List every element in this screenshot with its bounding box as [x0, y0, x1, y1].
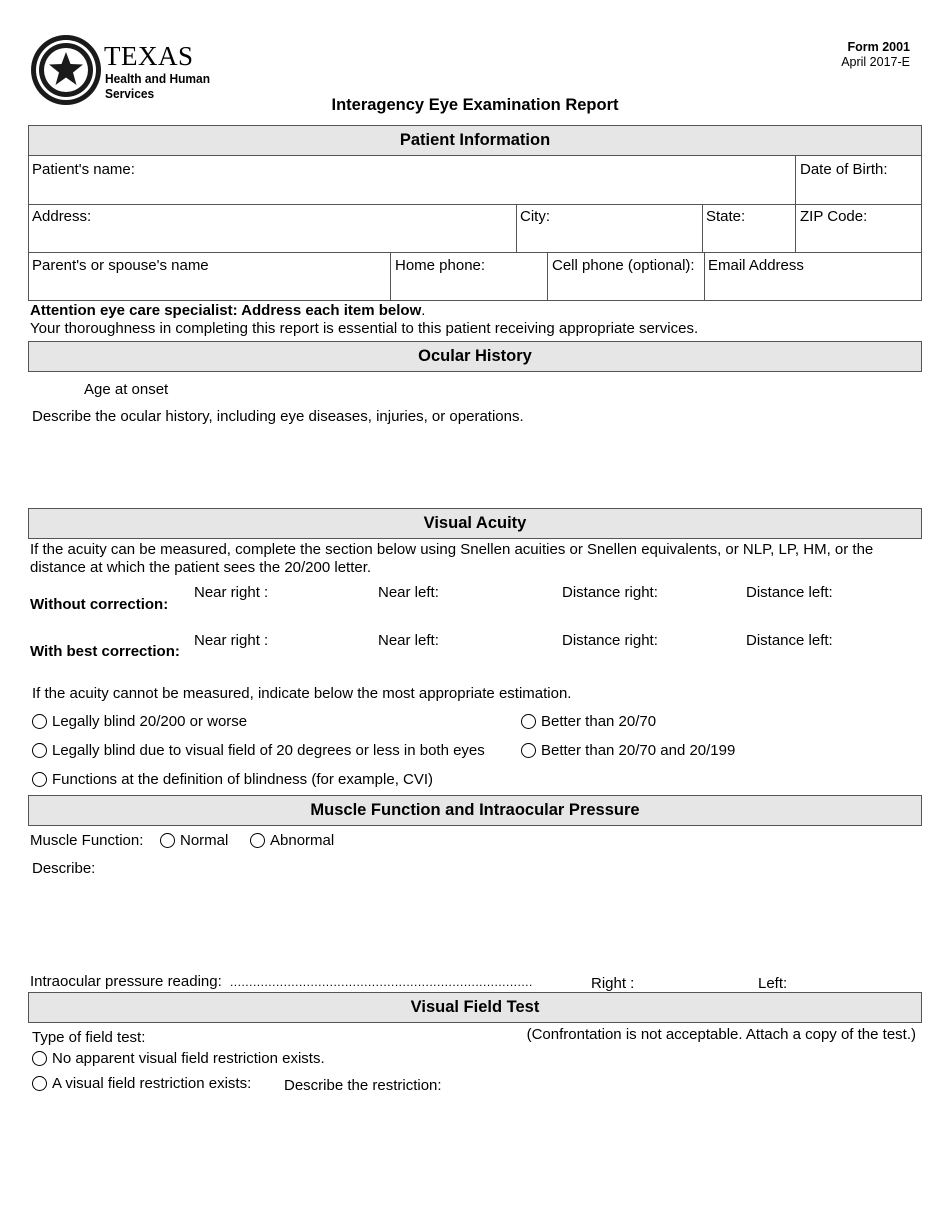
radio-muscle-abnormal[interactable] — [250, 832, 334, 850]
cannot-measure-note: If the acuity cannot be measured, indicate below the most appropriate estimation. — [32, 685, 572, 702]
address-field[interactable]: Address: — [32, 208, 92, 225]
attention-line-2: Your thoroughness in completing this report is essential to this patient receiving appropriate services. — [30, 320, 699, 337]
radio-no-restriction-label: No apparent visual field restriction exists. — [52, 1050, 325, 1067]
zip-code-field[interactable]: ZIP Code: — [800, 208, 868, 225]
pressure-right-field[interactable]: Right : — [591, 975, 635, 992]
without-distance-left-field[interactable]: Distance left: — [746, 584, 833, 601]
radio-circle-icon[interactable] — [521, 743, 536, 758]
pressure-dots: ............................................................................... — [229, 975, 533, 989]
radio-circle-icon[interactable] — [32, 714, 47, 729]
visual-acuity-heading: Visual Acuity — [28, 508, 922, 539]
radio-better-2070-label: Better than 20/70 — [541, 713, 657, 730]
radio-circle-icon[interactable] — [32, 772, 47, 787]
radio-better-2070-20199[interactable] — [521, 742, 735, 760]
radio-normal-label: Normal — [180, 832, 229, 849]
radio-restriction-exists[interactable] — [32, 1075, 251, 1093]
radio-field-20-degrees[interactable] — [32, 742, 485, 760]
radio-no-restriction[interactable] — [32, 1050, 325, 1068]
acuity-instructions: If the acuity can be measured, complete the section below using Snellen acuities or Snellen equivalents, or NLP, LP, HM, or the distance at which the patient sees the 20/200 letter. — [30, 541, 874, 576]
with-distance-right-field[interactable]: Distance right: — [562, 632, 658, 649]
form-number: Form 2001 — [847, 40, 910, 54]
radio-circle-icon[interactable] — [32, 1076, 47, 1091]
attention-bold: Attention eye care specialist: Address each item below — [30, 302, 422, 319]
pressure-left-field[interactable]: Left: — [758, 975, 788, 992]
state-field[interactable]: State: — [706, 208, 746, 225]
without-near-left-field[interactable]: Near left: — [378, 584, 439, 601]
radio-circle-icon[interactable] — [250, 833, 265, 848]
without-correction-label: Without correction: — [30, 596, 169, 613]
muscle-function-label: Muscle Function: — [30, 832, 144, 849]
radio-circle-icon[interactable] — [521, 714, 536, 729]
describe-restriction-field[interactable]: Describe the restriction: — [284, 1077, 442, 1094]
patient-information-heading: Patient Information — [28, 125, 922, 156]
without-near-right-field[interactable]: Near right : — [194, 584, 269, 601]
logo-word: TEXAS — [104, 41, 194, 71]
patient-name-field[interactable]: Patient's name: — [32, 161, 135, 178]
radio-functions-definition-label: Functions at the definition of blindness (for example, CVI) — [52, 771, 434, 788]
with-distance-left-field[interactable]: Distance left: — [746, 632, 833, 649]
patient-info-table — [28, 155, 922, 301]
pressure-label-text: Intraocular pressure reading: — [30, 973, 222, 990]
radio-muscle-normal[interactable] — [160, 832, 228, 850]
ocular-history-heading: Ocular History — [28, 341, 922, 372]
radio-circle-icon[interactable] — [160, 833, 175, 848]
form-date: April 2017-E — [841, 55, 910, 69]
home-phone-field[interactable]: Home phone: — [395, 257, 486, 274]
radio-legally-blind[interactable] — [32, 713, 247, 731]
with-near-right-field[interactable]: Near right : — [194, 632, 269, 649]
logo-line-3: Services — [105, 86, 155, 101]
city-field[interactable]: City: — [520, 208, 550, 225]
radio-better-2070-20199-label: Better than 20/70 and 20/199 — [541, 742, 736, 759]
radio-restriction-exists-label: A visual field restriction exists: — [52, 1075, 252, 1092]
radio-circle-icon[interactable] — [32, 743, 47, 758]
logo-line-2: Health and Human — [105, 71, 210, 86]
cell-phone-field[interactable]: Cell phone (optional): — [552, 257, 695, 274]
with-near-left-field[interactable]: Near left: — [378, 632, 439, 649]
radio-circle-icon[interactable] — [32, 1051, 47, 1066]
visual-field-test-heading: Visual Field Test — [28, 992, 922, 1023]
field-test-type-field[interactable]: Type of field test: — [32, 1029, 146, 1046]
radio-field-20-label: Legally blind due to visual field of 20 degrees or less in both eyes — [52, 742, 485, 759]
page-title: Interagency Eye Examination Report — [331, 96, 619, 114]
with-correction-label: With best correction: — [30, 643, 180, 660]
ocular-history-description-field[interactable]: Describe the ocular history, including eye diseases, injuries, or operations. — [32, 408, 524, 425]
parent-spouse-name-field[interactable]: Parent's or spouse's name — [32, 257, 209, 274]
radio-abnormal-label: Abnormal — [270, 832, 335, 849]
confrontation-note: (Confrontation is not acceptable. Attach a copy of the test.) — [526, 1026, 916, 1043]
date-of-birth-field[interactable]: Date of Birth: — [800, 161, 888, 178]
radio-functions-definition[interactable] — [32, 771, 433, 789]
without-distance-right-field[interactable]: Distance right: — [562, 584, 658, 601]
radio-better-2070[interactable] — [521, 713, 656, 731]
muscle-describe-field[interactable]: Describe: — [32, 860, 96, 877]
intraocular-pressure-label — [30, 973, 533, 991]
age-at-onset-field[interactable]: Age at onset — [84, 381, 169, 398]
muscle-function-heading: Muscle Function and Intraocular Pressure — [28, 795, 922, 826]
email-address-field[interactable]: Email Address — [708, 257, 804, 274]
attention-period: . — [421, 302, 426, 319]
radio-legally-blind-label: Legally blind 20/200 or worse — [52, 713, 248, 730]
attention-note — [30, 302, 425, 320]
